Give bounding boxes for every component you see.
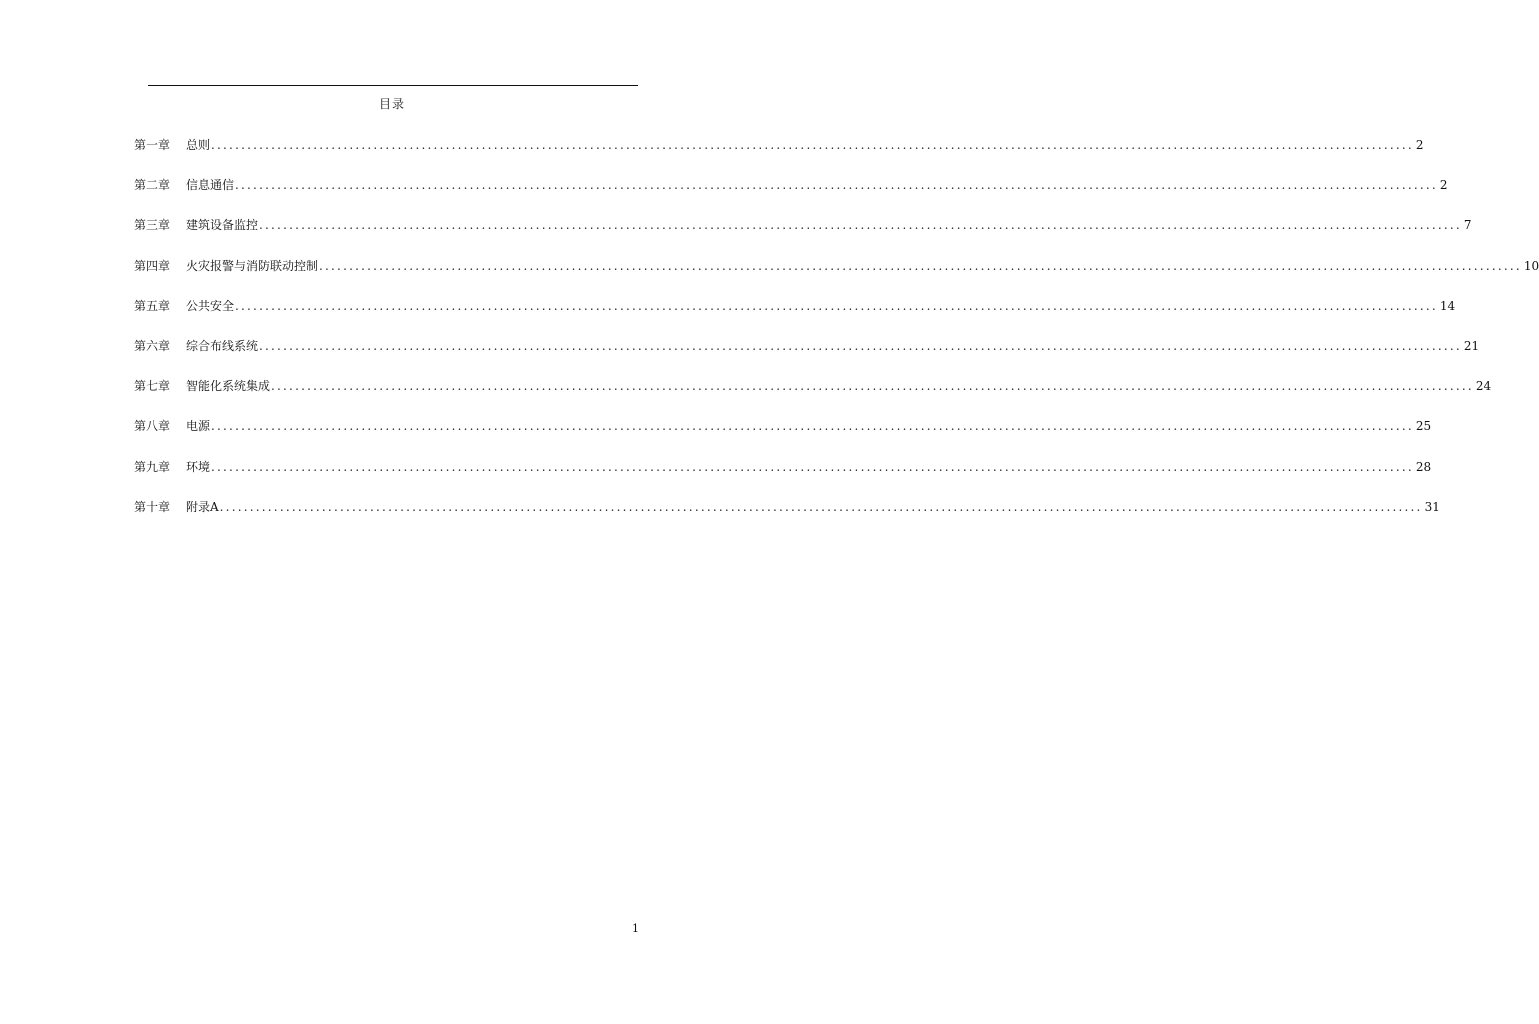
toc-chapter: 第四章 <box>134 258 171 273</box>
toc-chapter: 第八章 <box>134 419 171 434</box>
toc-dot-leader: ........................................................................................................................................................................................................ <box>219 499 1423 514</box>
toc-chapter: 第一章 <box>134 138 171 152</box>
toc-dot-leader: ........................................................................................................................................................................................................ <box>271 379 1474 394</box>
toc-dot-leader: ........................................................................................................................................................................................................ <box>319 258 1522 273</box>
toc-page-number: 14 <box>1439 298 1456 313</box>
toc-page-number: 10 <box>1523 258 1539 273</box>
toc-page-number: 21 <box>1463 338 1480 353</box>
toc-chapter: 第三章 <box>134 218 171 233</box>
toc-page-number: 2 <box>1439 178 1448 193</box>
toc-entry-title: 环境 <box>186 459 211 474</box>
toc-entry-title: 总则 <box>186 138 211 152</box>
toc-dot-leader: ........................................................................................................................................................................................................ <box>235 298 1438 313</box>
footer-page-number: 1 <box>632 922 639 935</box>
toc-title: 目录 <box>378 97 405 111</box>
toc-dot-leader: ........................................................................................................................................................................................................ <box>211 138 1414 152</box>
toc-entry-title: 综合布线系统 <box>186 338 259 353</box>
toc-page-number: 31 <box>1424 499 1440 514</box>
toc-entry[interactable] <box>134 258 1539 298</box>
toc-entry-title: 火灾报警与消防联动控制 <box>186 258 319 273</box>
toc-chapter: 第十章 <box>134 499 171 514</box>
toc-entry[interactable] <box>134 217 1472 257</box>
toc-page-number: 24 <box>1475 379 1492 394</box>
toc-dot-leader: ........................................................................................................................................................................................................ <box>211 459 1414 474</box>
toc-dot-leader: ........................................................................................................................................................................................................ <box>259 218 1462 233</box>
toc-entry[interactable] <box>134 298 1456 338</box>
toc-chapter: 第七章 <box>134 379 171 394</box>
toc-dot-leader: ........................................................................................................................................................................................................ <box>211 419 1414 434</box>
toc-chapter: 第五章 <box>134 298 171 313</box>
toc-entry-title: 信息通信 <box>186 178 235 193</box>
toc-entry[interactable] <box>134 338 1480 378</box>
toc-entry-title: 公共安全 <box>186 298 235 313</box>
toc-page-number: 7 <box>1463 218 1472 233</box>
toc-entry[interactable] <box>134 459 1432 499</box>
toc-page-number: 28 <box>1415 459 1432 474</box>
toc-list <box>134 137 1539 539</box>
toc-entry[interactable] <box>134 418 1432 458</box>
toc-entry[interactable] <box>134 378 1492 418</box>
toc-entry-title: 电源 <box>186 419 211 434</box>
toc-entry-title: 建筑设备监控 <box>186 218 259 233</box>
toc-chapter: 第九章 <box>134 459 171 474</box>
toc-entry[interactable] <box>134 137 1424 177</box>
toc-chapter: 第二章 <box>134 178 171 193</box>
toc-page-number: 2 <box>1415 138 1424 152</box>
toc-entry-title: 智能化系统集成 <box>186 379 271 394</box>
toc-entry[interactable] <box>134 499 1440 539</box>
toc-page-number: 25 <box>1415 419 1432 434</box>
toc-dot-leader: ........................................................................................................................................................................................................ <box>259 338 1462 353</box>
header-rule <box>148 85 638 86</box>
toc-entry-title: 附录A <box>186 499 219 514</box>
toc-dot-leader: ........................................................................................................................................................................................................ <box>235 178 1438 193</box>
toc-entry[interactable] <box>134 177 1448 217</box>
toc-chapter: 第六章 <box>134 338 171 353</box>
